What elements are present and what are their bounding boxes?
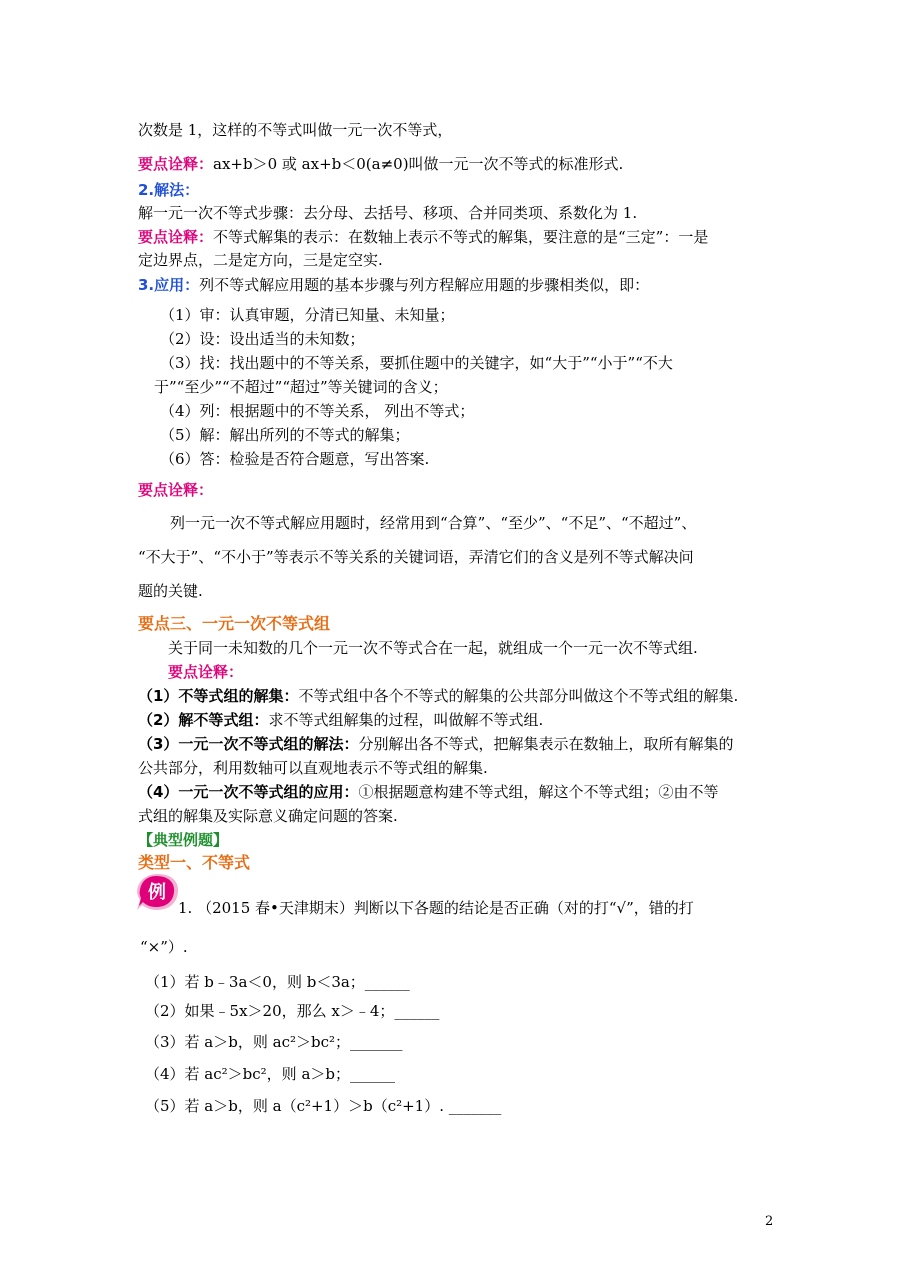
step-line: 于”“至少”“不超过”“超过”等关键词的含义； xyxy=(154,378,448,396)
question-item: （4）若 ac²＞bc²，则 a＞b；______ xyxy=(145,1065,395,1083)
question-intro: “×”）. xyxy=(140,938,188,956)
keypoint-label: 要点诠释： xyxy=(138,155,214,173)
examples-header xyxy=(138,830,228,850)
section-heading-system xyxy=(138,614,330,634)
step-line: （6）答：检验是否符合题意，写出答案. xyxy=(160,450,430,468)
section-text: 列不等式解应用题的基本步骤与列方程解应用题的步骤相类似，即： xyxy=(199,276,650,294)
note-line xyxy=(138,782,718,802)
note-text: 不等式组中各个不等式的解集的公共部分叫做这个不等式组的解集. xyxy=(298,687,739,705)
step-line: （4）列：根据题中的不等关系， 列出不等式； xyxy=(160,402,475,420)
keypoint-label: 要点诠释： xyxy=(168,663,244,681)
note-text: 分别解出各不等式，把解集表示在数轴上，取所有解集的 xyxy=(358,735,734,753)
note-text: ①根据题意构建不等式组，解这个不等式组；②由不等 xyxy=(358,783,719,801)
type-heading xyxy=(138,853,250,873)
step-line: （1）审：认真审题，分清已知量、未知量； xyxy=(160,306,455,324)
note-label: （1）不等式组的解集： xyxy=(138,687,299,705)
text-line: 定边界点，二是定方向，三是定空实. xyxy=(138,251,383,269)
note-text: 求不等式组解集的过程，叫做解不等式组. xyxy=(268,711,544,729)
question-item: （2）如果﹣5x＞20，那么 x＞﹣4；______ xyxy=(145,1002,440,1020)
section-label: 3.应用： xyxy=(138,276,200,294)
section-title: 要点三、一元一次不等式组 xyxy=(138,614,331,633)
example-badge-label: 例 xyxy=(148,882,166,903)
note-line xyxy=(138,734,733,754)
note-line: 式组的解集及实际意义确定问题的答案. xyxy=(138,807,398,825)
question-item: （5）若 a＞b，则 a（c²+1）＞b（c²+1）. _______ xyxy=(145,1097,502,1115)
section-label: 2.解法： xyxy=(138,181,200,199)
section-heading-solving xyxy=(138,180,199,200)
text-line: 解一元一次不等式步骤：去分母、去括号、移项、合并同类项、系数化为 1. xyxy=(138,204,638,222)
keypoint-label: 要点诠释： xyxy=(138,481,214,499)
paragraph-line: 题的关键. xyxy=(138,582,203,600)
page-number: 2 xyxy=(765,1214,774,1229)
step-line: （2）设：设出适当的未知数； xyxy=(160,330,365,348)
note-line xyxy=(138,710,543,730)
note-label: （4）一元一次不等式组的应用： xyxy=(138,783,359,801)
type-title: 类型一、不等式 xyxy=(138,853,251,872)
note-line xyxy=(138,686,738,706)
step-line: （5）解：解出所列的不等式的解集； xyxy=(160,426,410,444)
paragraph-line: 列一元一次不等式解应用题时，经常用到“合算”、“至少”、“不足”、“不超过”、 xyxy=(170,514,697,532)
example-badge-icon xyxy=(136,872,180,912)
keypoint-label: 要点诠释： xyxy=(138,228,214,246)
note-line: 公共部分，利用数轴可以直观地表示不等式组的解集. xyxy=(138,759,488,777)
definition-line: 关于同一未知数的几个一元一次不等式合在一起，就组成一个一元一次不等式组. xyxy=(168,639,698,657)
examples-title: 【典型例题】 xyxy=(138,831,229,849)
note-label: （3）一元一次不等式组的解法： xyxy=(138,735,359,753)
text-line: 次数是 1，这样的不等式叫做一元一次不等式， xyxy=(138,121,453,139)
keypoint-line xyxy=(138,154,623,174)
keypoint-line xyxy=(138,227,708,247)
question-item: （3）若 a＞b，则 ac²＞bc²；_______ xyxy=(145,1033,403,1051)
keypoint-heading xyxy=(138,480,213,500)
note-label: （2）解不等式组： xyxy=(138,711,269,729)
keypoint-heading xyxy=(168,662,243,682)
keypoint-text: ax+b＞0 或 ax+b＜0(a≠0)叫做一元一次不等式的标准形式. xyxy=(213,155,624,173)
question-item: （1）若 b﹣3a＜0，则 b＜3a；______ xyxy=(145,973,410,991)
question-intro: 1. （2015 春•天津期末）判断以下各题的结论是否正确（对的打“√”，错的打 xyxy=(178,899,694,917)
section-heading-application xyxy=(138,275,649,295)
paragraph-line: “不大于”、“不小于”等表示不等关系的关键词语，弄清它们的含义是列不等式解决问 xyxy=(138,548,694,566)
keypoint-text: 不等式解集的表示：在数轴上表示不等式的解集，要注意的是“三定”：一是 xyxy=(213,228,709,246)
step-line: （3）找：找出题中的不等关系，要抓住题中的关键字，如“大于”“小于”“不大 xyxy=(160,354,673,372)
